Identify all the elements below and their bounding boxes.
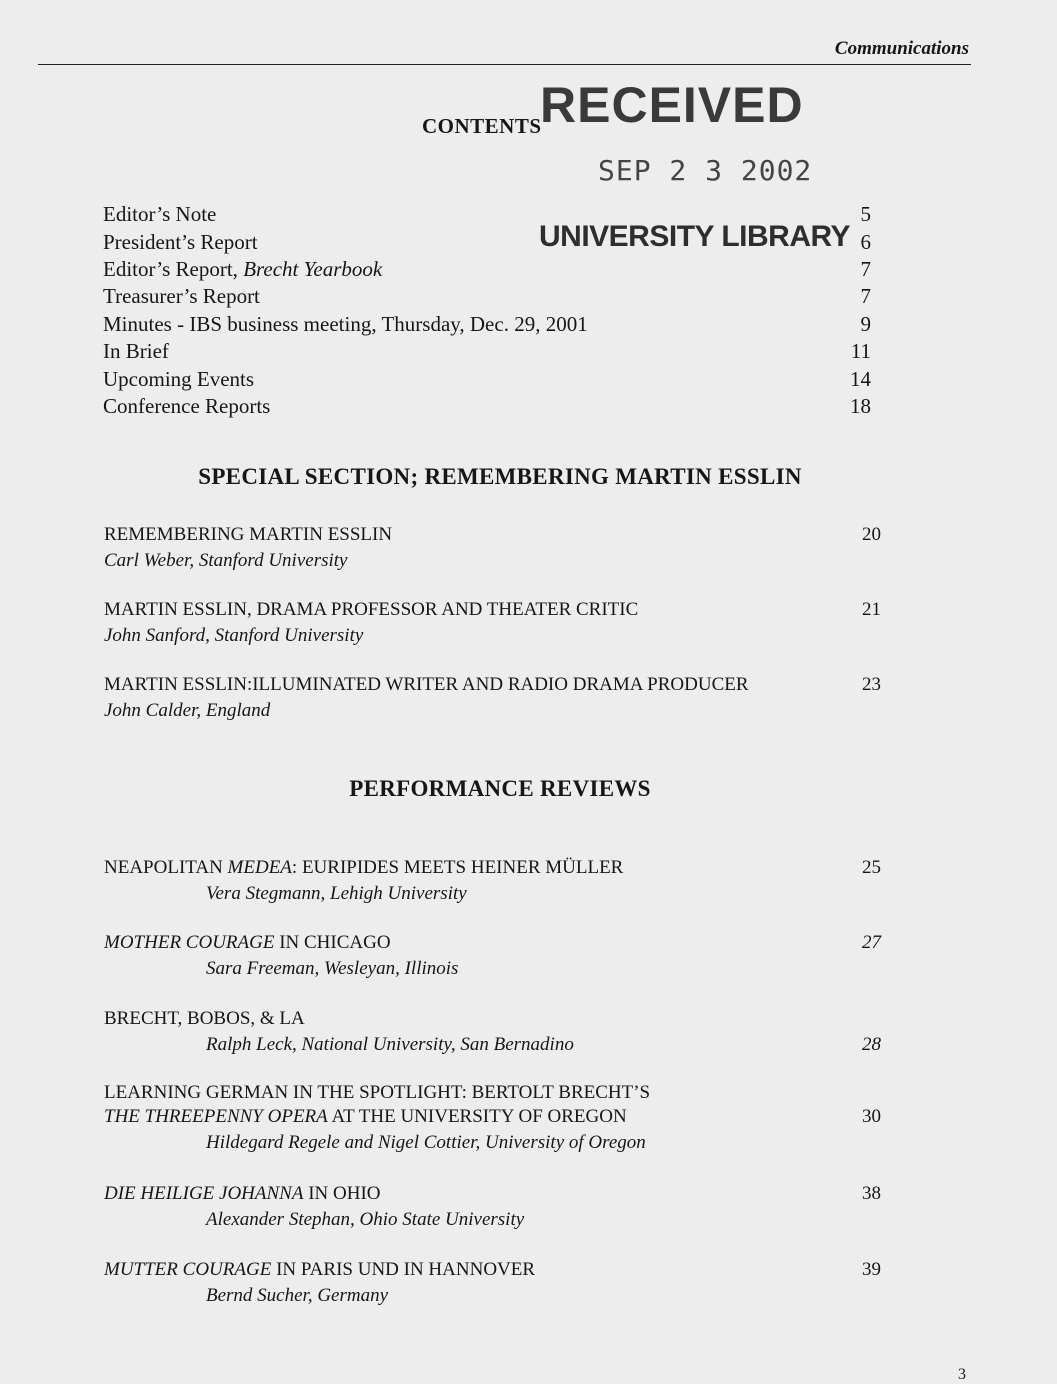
article-entry xyxy=(104,599,881,647)
review-page: 25 xyxy=(862,857,881,878)
article-author: Carl Weber, Stanford University xyxy=(104,550,348,571)
article-title: MARTIN ESSLIN, DRAMA PROFESSOR AND THEATER CRITIC xyxy=(104,599,639,620)
review-page: 28 xyxy=(862,1034,881,1055)
toc-item xyxy=(103,394,871,421)
toc-item xyxy=(103,339,871,366)
toc-page: 7 xyxy=(860,284,871,308)
article-author: John Sanford, Stanford University xyxy=(104,625,364,646)
contents-title: CONTENTS xyxy=(422,114,542,138)
toc-page: 11 xyxy=(850,339,871,363)
toc-label: President’s Report xyxy=(103,230,258,254)
review-page: 39 xyxy=(862,1259,881,1280)
review-title-line1: LEARNING GERMAN IN THE SPOTLIGHT: BERTOLT BRECHT’S xyxy=(104,1082,651,1103)
toc-page: 5 xyxy=(860,202,871,226)
toc-label xyxy=(103,257,382,282)
review-author: Bernd Sucher, Germany xyxy=(206,1285,389,1306)
review-title-italic: MOTHER COURAGE xyxy=(104,932,275,953)
review-title-italic: MEDEA xyxy=(227,857,292,878)
review-entry xyxy=(104,932,881,980)
toc-label-text: Editor’s Report, xyxy=(103,257,244,281)
toc-page: 18 xyxy=(850,394,871,418)
page-number: 3 xyxy=(958,1366,966,1383)
review-entry xyxy=(104,857,881,905)
received-stamp: RECEIVED xyxy=(540,77,804,133)
article-entry xyxy=(104,524,881,572)
toc-label: Treasurer’s Report xyxy=(103,284,260,308)
article-entry xyxy=(104,674,881,722)
library-stamp: UNIVERSITY LIBRARY xyxy=(539,220,851,253)
review-entry xyxy=(104,1082,881,1154)
article-title: REMEMBERING MARTIN ESSLIN xyxy=(104,524,393,545)
toc-item xyxy=(103,257,871,284)
review-title xyxy=(104,932,881,954)
special-section-heading: SPECIAL SECTION; REMEMBERING MARTIN ESSLIN xyxy=(198,464,802,489)
review-title-italic: MUTTER COURAGE xyxy=(104,1259,272,1280)
toc-item xyxy=(103,367,871,394)
review-entry xyxy=(104,1183,881,1231)
review-entry xyxy=(104,1008,881,1056)
toc-label: In Brief xyxy=(103,339,169,363)
toc-item xyxy=(103,284,871,311)
running-head: Communications xyxy=(834,38,969,59)
review-title-text: : EURIPIDES MEETS HEINER MÜLLER xyxy=(291,857,624,878)
review-title-text: AT THE UNIVERSITY OF OREGON xyxy=(327,1106,627,1127)
review-title xyxy=(104,1259,881,1281)
article-page: 20 xyxy=(862,524,881,545)
review-title: BRECHT, BOBOS, & LA xyxy=(104,1008,305,1029)
review-author: Hildegard Regele and Nigel Cottier, University of Oregon xyxy=(206,1132,646,1153)
review-title-text: IN OHIO xyxy=(303,1183,381,1204)
review-page: 38 xyxy=(862,1183,881,1204)
toc-page: 7 xyxy=(860,257,871,281)
review-title-italic: THE THREEPENNY OPERA xyxy=(104,1106,328,1127)
toc-item xyxy=(103,312,871,339)
review-page: 30 xyxy=(862,1106,881,1127)
toc-page: 14 xyxy=(850,367,871,391)
review-page: 27 xyxy=(862,932,881,953)
toc-page: 6 xyxy=(860,230,871,254)
toc-label: Conference Reports xyxy=(103,394,271,418)
performance-reviews-heading: PERFORMANCE REVIEWS xyxy=(349,776,651,801)
article-page: 23 xyxy=(862,674,881,695)
toc-label-italic: Brecht Yearbook xyxy=(243,257,383,281)
review-title-text: NEAPOLITAN xyxy=(104,857,228,878)
review-title-text: IN PARIS UND IN HANNOVER xyxy=(271,1259,536,1280)
review-title xyxy=(104,857,881,879)
article-title: MARTIN ESSLIN:ILLUMINATED WRITER AND RADIO DRAMA PRODUCER xyxy=(104,674,749,695)
review-title xyxy=(104,1106,881,1128)
review-title-italic: DIE HEILIGE JOHANNA xyxy=(104,1183,304,1204)
header-rule xyxy=(38,64,971,65)
toc-page: 9 xyxy=(860,312,871,336)
review-author: Sara Freeman, Wesleyan, Illinois xyxy=(206,958,459,979)
toc-item xyxy=(103,230,871,257)
article-page: 21 xyxy=(862,599,881,620)
article-author: John Calder, England xyxy=(104,700,271,721)
review-title xyxy=(104,1183,881,1205)
toc-item xyxy=(103,202,871,229)
toc-label: Upcoming Events xyxy=(103,367,255,391)
review-author: Ralph Leck, National University, San Bernadino xyxy=(206,1034,574,1055)
review-author: Alexander Stephan, Ohio State University xyxy=(206,1209,525,1230)
received-date-stamp: SEP 2 3 2002 xyxy=(598,154,813,187)
toc-label: Minutes - IBS business meeting, Thursday, Dec. 29, 2001 xyxy=(103,312,588,336)
review-entry xyxy=(104,1259,881,1307)
toc-label: Editor’s Note xyxy=(103,202,217,226)
review-author: Vera Stegmann, Lehigh University xyxy=(206,883,467,904)
review-title-text: IN CHICAGO xyxy=(274,932,391,953)
